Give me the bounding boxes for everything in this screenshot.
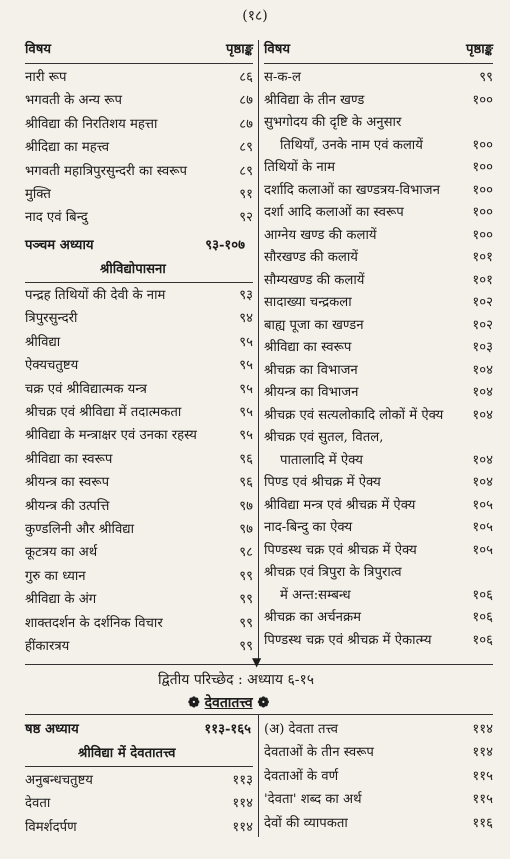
toc-entry-title: श्रीचक्र का अर्चनक्रम	[264, 610, 361, 625]
chapter6-title: षष्ठ अध्याय	[25, 722, 79, 737]
toc-entry-page: ९९	[239, 639, 253, 654]
toc-entry-page: १००	[472, 227, 493, 243]
toc-entry-title: श्रीचक्र एवं श्रीविद्या में तदात्मकता	[25, 405, 182, 420]
toc-entry-page: १०४	[472, 385, 493, 400]
chapter6-subtitle: श्रीविद्या में देवतातत्त्व	[78, 746, 176, 761]
toc-entry-title: पन्द्रह तिथियों की देवी के नाम	[25, 288, 166, 303]
toc-entry-title: श्रीविद्या	[25, 334, 61, 350]
toc-entry-title: मुक्ति	[25, 187, 51, 202]
toc-entry-page: १०१	[472, 272, 493, 288]
toc-entry-page: ९७	[239, 498, 253, 514]
toc-entry-page: ९५	[239, 334, 253, 350]
toc-entry-title: कूटत्रय का अर्थ	[25, 545, 98, 561]
toc-entry-page: ९९	[239, 568, 253, 584]
toc-entry-page: १००	[472, 92, 493, 108]
toc-entry-title: 'देवता' शब्द का अर्थ	[264, 792, 362, 808]
toc-entry-title: देवताओं के वर्ण	[264, 768, 339, 784]
ornament-right-icon: ❁	[252, 695, 270, 711]
toc-entry-page: १०२	[472, 317, 493, 333]
toc-entry-title: कुण्डलिनी और श्रीविद्या	[25, 522, 135, 537]
toc-entry-title: श्रीचक्र एवं सुतल, वितल,	[264, 430, 384, 445]
toc-entry-page: १०५	[472, 542, 493, 558]
toc-entry-title: ऐक्यचतुष्टय	[25, 358, 79, 374]
toc-entry-title: श्रीविद्या मन्त्र एवं श्रीचक्र में ऐक्य	[264, 497, 416, 513]
toc-entry-title: पातालादि में ऐक्य	[280, 452, 363, 468]
toc-entry-title: श्रीचक्र का विभाजन	[264, 362, 358, 378]
toc-entry-page: १०६	[472, 632, 493, 648]
header-rule-right	[264, 63, 493, 64]
ornament-left-icon: ❁	[188, 695, 205, 711]
toc-entry-title: भगवती के अन्य रूप	[25, 93, 123, 109]
toc-entry-page: १०५	[472, 497, 493, 513]
toc-entry-page: ९६	[239, 451, 253, 467]
toc-entry-title: श्रीदिद्या का महत्त्व	[25, 140, 110, 156]
toc-entry-title: श्रीविद्या का स्वरूप	[25, 451, 113, 467]
chapter5-title: पञ्चम अध्याय	[25, 238, 94, 253]
toc-entry-title: श्रीचक्र एवं त्रिपुरा के त्रिपुरात्व	[264, 565, 402, 580]
page-number: (१८)	[242, 8, 268, 24]
chapter5-subtitle: श्रीविद्योपासना	[100, 262, 166, 277]
part2-rule-bottom	[25, 714, 493, 715]
header-rule-left	[25, 63, 253, 64]
toc-entry-page: ९५	[239, 428, 253, 444]
toc-entry-title: देवता	[25, 796, 51, 812]
toc-entry-title: भगवती महात्रिपुरसुन्दरी का स्वरूप	[25, 163, 187, 179]
toc-entry-page: ९९	[479, 70, 493, 85]
toc-entry-page: ९९	[239, 592, 253, 608]
toc-entry-page: ८७	[239, 93, 253, 109]
toc-entry-title: पिण्डस्थ चक्र एवं श्रीचक्र में ऐकात्म्य	[264, 632, 432, 648]
toc-entry-page: ११४	[232, 796, 253, 812]
toc-entry-title: अनुबन्धचतुष्टय	[25, 773, 93, 788]
toc-entry-title: त्रिपुरसुन्दरी	[25, 311, 78, 327]
right-header-page: पृष्ठाङ्क	[465, 42, 493, 57]
triangle-marker-icon: ▼	[252, 655, 262, 669]
toc-entry-page: १०६	[472, 587, 493, 603]
toc-entry-title: श्रीविद्या का स्वरूप	[264, 340, 352, 355]
toc-entry-page: ११५	[472, 792, 493, 808]
toc-entry-page: ९३	[239, 288, 253, 303]
toc-entry-page: ९८	[239, 545, 253, 561]
toc-entry-title: चक्र एवं श्रीविद्यात्मक यन्त्र	[25, 381, 147, 397]
toc-entry-title: श्रीचक्र एवं सत्यलोकादि लोकों में ऐक्य	[264, 407, 444, 423]
toc-entry-title: सुभगोदय की दृष्टि के अनुसार	[264, 115, 402, 130]
toc-entry-page: ९७	[239, 522, 253, 537]
left-header-page: पृष्ठाङ्क	[225, 42, 253, 57]
toc-entry-title: विमर्शदर्पण	[25, 819, 77, 835]
chapter6-range: ११३-१६५	[204, 722, 251, 737]
toc-entry-page: ९५	[239, 358, 253, 374]
toc-entry-page: ८९	[239, 140, 253, 156]
part2-heading-text: देवतातत्त्व	[204, 695, 253, 711]
toc-entry-title: श्रीविद्या के तीन खण्ड	[264, 92, 365, 108]
toc-entry-title: बाह्य पूजा का खण्डन	[264, 317, 364, 333]
toc-entry-title: स-क-ल	[264, 70, 301, 85]
toc-entry-title: श्रीविद्या के अंग	[25, 592, 97, 608]
toc-entry-title: श्रीयन्त्र का विभाजन	[264, 385, 359, 400]
toc-entry-page: १०५	[472, 520, 493, 535]
toc-entry-page: ९५	[239, 405, 253, 420]
toc-entry-title: तिथियाँ, उनके नाम एवं कलायें	[280, 137, 423, 153]
toc-entry-title: हींकारत्रय	[25, 639, 70, 654]
toc-entry-page: १०४	[472, 362, 493, 378]
toc-entry-page: १०४	[472, 452, 493, 468]
toc-entry-page: १०६	[472, 610, 493, 625]
toc-entry-title: नारी रूप	[25, 70, 67, 85]
left-header-subject: विषय	[25, 42, 52, 57]
chapter5-rule	[25, 282, 253, 283]
toc-entry-title: सौरखण्ड की कलायें	[264, 250, 358, 265]
toc-entry-page: ९१	[239, 187, 253, 202]
toc-entry-page: ९५	[239, 381, 253, 397]
chapter5-range: ९३-१०७	[205, 238, 245, 253]
toc-entry-title: गुरु का ध्यान	[25, 568, 86, 584]
toc-entry-page: १०२	[472, 295, 493, 310]
toc-entry-title: दर्शा आदि कलाओं का स्वरूप	[264, 205, 404, 220]
toc-entry-page: ८७	[239, 116, 253, 132]
toc-entry-page: १००	[472, 160, 493, 175]
toc-entry-title: में अन्त:सम्बन्ध	[280, 587, 351, 603]
toc-entry-title: सादाख्या चन्द्रकला	[264, 295, 352, 310]
toc-entry-title: श्रीयन्त्र का स्वरूप	[25, 475, 110, 491]
toc-entry-title: पिण्डस्थ चक्र एवं श्रीचक्र में ऐक्य	[264, 542, 417, 558]
toc-entry-title: श्रीविद्या की निरतिशय महत्ता	[25, 116, 158, 132]
toc-entry-page: ११५	[472, 768, 493, 784]
toc-entry-title: पिण्ड एवं श्रीचक्र में ऐक्य	[264, 475, 381, 490]
column-divider-bottom	[258, 715, 259, 837]
toc-entry-title: देवताओं के तीन स्वरूप	[264, 745, 374, 761]
toc-entry-page: १०३	[472, 340, 493, 355]
toc-entry-page: ९२	[239, 210, 253, 226]
toc-entry-page: ९९	[239, 615, 253, 631]
toc-entry-title: श्रीविद्या के मन्त्राक्षर एवं उनका रहस्य	[25, 428, 197, 444]
toc-entry-page: ९६	[239, 475, 253, 491]
toc-entry-page: १०१	[472, 250, 493, 265]
toc-entry-page: १००	[472, 205, 493, 220]
toc-entry-title: शाक्तदर्शन के दर्शनिक विचार	[25, 615, 163, 631]
toc-entry-page: ११४	[472, 745, 493, 761]
toc-entry-title: नाद एवं बिन्दु	[25, 210, 88, 226]
toc-entry-title: सौम्यखण्ड की कलायें	[264, 272, 365, 288]
chapter6-rule	[25, 766, 253, 767]
toc-entry-title: देवों की व्यापकता	[264, 815, 348, 831]
part2-title: द्वितीय परिच्छेद : अध्याय ६-१५	[158, 672, 315, 688]
toc-entry-title: (अ) देवता तत्त्व	[264, 722, 338, 737]
toc-entry-page: १००	[472, 182, 493, 198]
toc-entry-page: ११६	[472, 815, 493, 831]
toc-entry-title: श्रीयन्त्र की उत्पत्ति	[25, 498, 110, 514]
toc-entry-page: ८६	[239, 70, 253, 85]
toc-entry-page: ११४	[232, 819, 253, 835]
column-divider-top	[258, 40, 259, 662]
toc-entry-page: ११३	[232, 773, 253, 788]
right-header-subject: विषय	[264, 42, 291, 57]
toc-entry-page: ९४	[239, 311, 253, 327]
toc-entry-title: नाद-बिन्दु का ऐक्य	[264, 520, 353, 535]
toc-entry-page: ८९	[239, 163, 253, 179]
toc-entry-page: १०४	[472, 475, 493, 490]
toc-entry-page: ११४	[472, 722, 493, 737]
toc-entry-title: आग्नेय खण्ड की कलायें	[264, 227, 377, 243]
part2-heading	[188, 693, 269, 712]
toc-entry-title: तिथियों के नाम	[264, 160, 335, 175]
toc-entry-page: १००	[472, 137, 493, 153]
toc-entry-title: दर्शादि कलाओं का खण्डत्रय-विभाजन	[264, 182, 440, 198]
toc-entry-page: १०४	[472, 407, 493, 423]
